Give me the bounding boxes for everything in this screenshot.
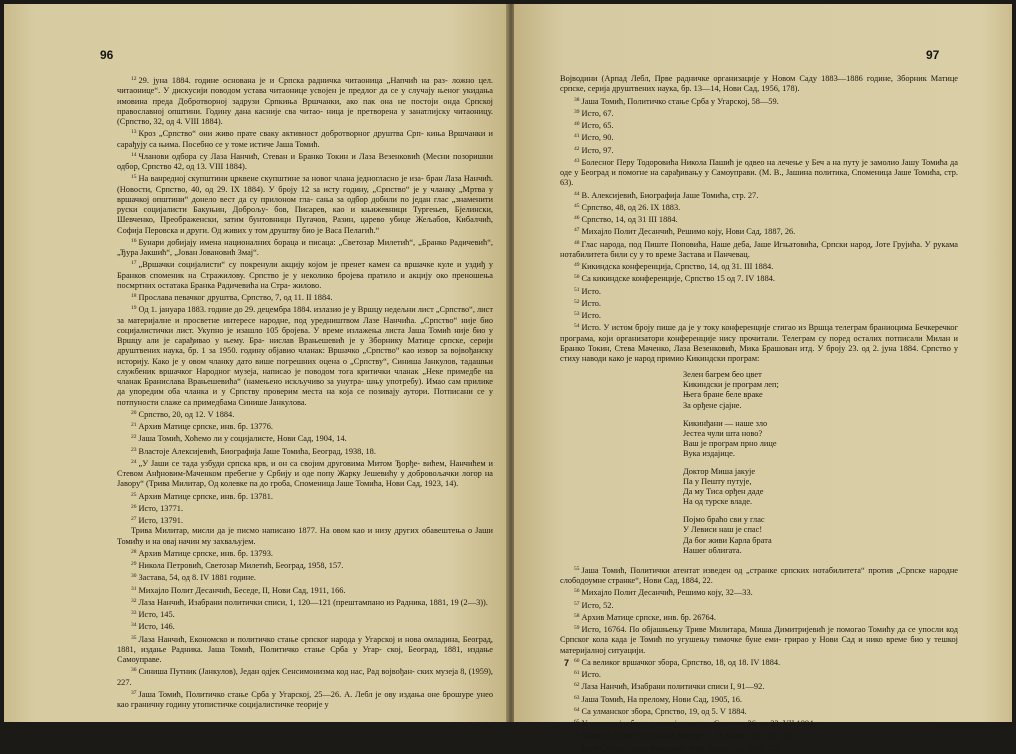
footnote-text: Исто.: [581, 311, 602, 320]
footnote-text: Лаза Нанчић, Изабрани политички списи I, 91—92.: [581, 682, 765, 692]
footnote: [560, 680, 958, 692]
footnote-text: Васа Стајић, Јован Јовановић-Змај, Нови Сад, 1933, 121.: [581, 743, 783, 753]
footnote-number: 27: [131, 516, 137, 522]
poem-stanza: [683, 370, 958, 410]
footnote-text: Српство, 20, од 12. V 1884.: [138, 409, 235, 419]
footnote-text: Исто, 67.: [581, 108, 614, 118]
footnote-number: 23: [131, 446, 137, 453]
footnote: [117, 502, 493, 514]
footnote-number: 47: [574, 227, 580, 234]
footnote: [117, 559, 493, 571]
poem-line: Зелен багрем бео цвет: [683, 370, 762, 380]
footnote: [560, 107, 958, 119]
footnote-text: Српство, 14, од 31 III 1884.: [581, 215, 678, 224]
footnote-number: 18: [131, 293, 137, 299]
footnote-text: Исто. У истом броју пише да је у току конференције стигао из Вршца телеграм браниоцима Бечкеречког програма, који организатори конференције нису прочитали. Телеграм су поред осталих потписали Милан и Бранко Токин, Стева Маченко, Лаза Везенковић, Мика Брашован итд. У броју 23. од 2. јуна 1884. Српство у стиху наводи како је народ примио Кикиндски програм:: [560, 323, 958, 363]
footnote: [117, 172, 493, 236]
footnote: [117, 150, 493, 173]
footnote: [117, 236, 493, 259]
footnote: [560, 705, 958, 717]
footnote-text: Од 1. јануара 1883. године до 29. децембра 1884. излазио је у Вршцу недељни лист „Српство“, лист за материјалне и просветне интересе народне, под уредништвом Лазе Нанчића. „Српство“ није био социјалистички лист. Укупно је изашло 105 бројева. У време излажења листа Јаша Томић није био у Вршцу али је сарађивао у њему. Бра- нислав Врањешевић је у Зборнику Матице српске, серији друштвених наука, бр. 1 за 1950. годину објавио чланак: Вршачко „Српство“ као извор за војвођанску историју. Како је у овом чланку дато више погрешних оцена о „Српству“, Синиша Јанкулов, тадашњи службеник вршачког Народног музеја, написао је поводом тога критички чланак „Неке примедбе на чланак Бранислава Врањешевића“ (намењено искључиво за унутра- шњу употребу). Имао сам прилике да упоредим оба чланка и у Српству проверим места на која се позивају аутори. Потписани се у потпуности слаже са примедбама Синише Јанкулова.: [117, 305, 493, 407]
footnote-text: Бунари добијају имена националних бораца и писаца: „Светозар Милетић“, „Бранко Радичевић“, „Ђура Јакшић“, „Јован Јовановић Змај“.: [117, 237, 493, 257]
footnote-text: Болесног Перу Тодоровића Никола Пашић је одвео на лечење у Беч а на путу је замолио Јашу Томића да оде у Београд и помогне на сарађивању у Самоуправи. (М. В., Јашина политика, Споменица Јаше Томића, стр. 63).: [560, 157, 958, 188]
footnote: [117, 620, 493, 632]
right-lead-paragraph: Војводини (Арпад Лебл, Прве радничке организације у Новом Саду 1883—1886 године, Зборник Матице српске, серија друштвених наука, бр. 13—14, Нови Сад, 1956, 178).: [560, 74, 958, 94]
footnote-number: 26: [131, 503, 137, 510]
footnote-text: Јаша Томић, На прелому, Нови Сад, 1905, 16.: [581, 694, 743, 704]
footnote: [117, 445, 493, 457]
footnote-text: Исто, 65.: [581, 121, 614, 130]
footnote-text: Јаша Томић, Политичко стање Срба у Угарској, 25—26. А. Лебл је ову издања оне брошуре унео као граничну годину утопистичке социјалистичке теорије у: [117, 689, 493, 709]
footnote-text: Архив Матице српске, инв. бр. 26764.: [581, 612, 716, 622]
footnote-text: На ванредној скупштини црквене скупштине за новог члана једногласно је иза- бран Лаза Нанчић. (Новости, Српство, 40, од 29. IX 1884). У броју 12 за исту годину, „Српство“ је у чланку „Мртва у вршачкој општини“ донело вест да су прилоном гла- сања за одбор добили по један глас „знаменити руски социјалисти Бакуњин, Доброљу- бов, Писарев, као и књижевници Тургењев, Бјелински, Шевченко, Преображенски, затим бунтовници Пугачов, Разин, царево убице Жељабов, Кибалчић, Софија Перовска и други. Од живих у том друштву био је Васа Пелагић.“: [117, 174, 493, 235]
footnote-text: Властоје Алексијевић, Биографија Јаше Томића, Београд, 1938, 18.: [138, 446, 376, 456]
footnote: [560, 238, 958, 261]
footnote-number: 25: [131, 491, 137, 498]
footnote-text: Михајло Полит Десанчић, Решимо којy, Нови Сад, 1887, 26.: [581, 227, 796, 237]
footnote-text: Јаша Томић, Политички атентат изведен од „странке српских нотабилитета“ против „Српске народне слободоумне странке“, Нови Сад, 1884, 22.: [560, 565, 958, 585]
footnote-text: Исто.: [581, 298, 602, 308]
footnote-number: 38: [574, 96, 580, 103]
footnote-text: „Вршачки социјалисти“ су покренули акцију којом је пренет камен са вршачке куле и уздиђ у Бранков споменик на Стражилову. Српство је у неколико бројева пратило и акцију око преношења посмртних остатака Бранка Радичевића на Стра- жилово.: [117, 260, 493, 290]
footnote-text: Јаша Томић, Хоћемо ли у социјалисте, Нови Сад, 1904, 14.: [138, 434, 347, 444]
footnote-number: 48: [574, 239, 580, 246]
footnote-text: Исто, 13791.: [138, 516, 184, 525]
footnote-text: Исто, 52.: [581, 600, 614, 610]
footnote-text: У вршачкој и белоцрквској тамници, Српство, 26, од 23. VII 1884.: [581, 719, 816, 728]
poem-line: У Левиси наш је спас!: [683, 525, 763, 535]
footnote-text: Чланови одбора су Лаза Нанчић, Стеван и Бранко Токин и Лаза Везенковић (Месни позоришни одбор, Српство 42, од 13. VIII 1884).: [117, 151, 493, 171]
footnote: [117, 688, 493, 711]
footnote: [560, 119, 958, 131]
poem-line: Њега бране беле враке: [683, 390, 763, 400]
footnote-number: 52: [574, 298, 580, 305]
footnote: [117, 291, 493, 303]
book-spread: [4, 4, 1012, 753]
right-page-text: [560, 74, 958, 754]
footnote: [117, 457, 493, 490]
footnote-text: Исто, 145.: [138, 610, 175, 619]
poem-line: Ваш је програм прно лице: [683, 438, 777, 448]
footnote-text: Исто, 16764. По објашњењу Триве Милитара, Миша Димитријевић је помогао Томићу да се упосли код Српског кола када је Томић по угушењу тимочке буне еми- грирао у Нови Сад и нико време био у тешкој материјалној ситуацији.: [560, 625, 958, 655]
footnote: [560, 586, 958, 598]
footnote-number: 62: [574, 682, 580, 689]
footnote-text: Исто, 90.: [581, 133, 614, 143]
poem-line: Доктор Миша јакује: [683, 467, 756, 476]
footnote-text: Лаза Нанчић, Економско и политичко стање српског народа у Угарској и нова омладина, Београд, 1881, издање Радника. Јаша Томић, Политичко стање Срба у Угар- ској, Београд, 1881, издање Самоуправе.: [117, 634, 493, 664]
footnote: [560, 309, 958, 321]
footnote-number: 66: [574, 731, 580, 738]
footnote: [560, 225, 958, 237]
left-page-text: [117, 74, 493, 710]
footnote-number: 31: [131, 585, 137, 592]
footnote: [560, 656, 958, 668]
footnote: [117, 408, 493, 420]
poem-line: За орђене сјајне.: [683, 400, 742, 410]
footnote: [117, 547, 493, 559]
footnote: [117, 584, 493, 596]
footnote-number: 59: [574, 625, 580, 631]
poem-line: Јестеа чули шта ново?: [683, 428, 763, 438]
footnote: [560, 272, 958, 284]
footnote: [560, 623, 958, 656]
footnote-number: 24: [131, 458, 137, 465]
footnote: [560, 611, 958, 623]
footnote-number: 46: [574, 215, 580, 221]
footnote-text: Са улманског збора, Српство, 19, од 5. V 1884.: [581, 706, 747, 716]
footnote-number: 43: [574, 157, 580, 164]
footnote-number: 65: [574, 719, 580, 725]
footnote-number: 57: [574, 600, 580, 607]
footnote-number: 64: [574, 706, 580, 713]
footnote: [117, 665, 493, 688]
footnote: [117, 514, 493, 526]
footnote: [560, 131, 958, 143]
footnote: [117, 127, 493, 150]
footnote-number: 29: [131, 561, 137, 567]
poem-stanza: [683, 419, 958, 459]
footnote-number: 32: [131, 597, 137, 604]
footnote: [560, 297, 958, 309]
signature-mark: 7: [564, 658, 570, 668]
footnote: [117, 303, 493, 408]
footnote-number: 14: [131, 151, 137, 158]
footnote-number: 36: [131, 667, 137, 674]
footnote-number: 55: [574, 565, 580, 572]
footnote-number: 39: [574, 108, 580, 115]
footnote: [560, 213, 958, 225]
footnote-number: 40: [574, 121, 580, 127]
footnote-text: Кикиндска конференција, Српство, 14, од 31. III 1884.: [581, 262, 774, 271]
footnote-number: 15: [131, 174, 137, 181]
footnote: [560, 95, 958, 107]
footnote-text: Јаша Томић, Политичко стање Срба у Угарској, 58—59.: [581, 96, 779, 106]
footnote-text: Српство, 48, од 26. IX 1883.: [581, 202, 681, 212]
footnote: [117, 571, 493, 583]
footnote-number: 33: [131, 610, 137, 616]
footnote-number: 17: [131, 260, 137, 267]
footnote: [560, 729, 958, 741]
footnote-text: Синиша Путник (Јанкулов), Један одјек Сенсимонизма код нас, Рад војвођан- ских музеја 8, (1959), 227.: [117, 667, 493, 687]
footnote: [560, 321, 958, 364]
poem-line: Да му Тиса орђен даде: [683, 487, 764, 497]
footnote-number: 63: [574, 694, 580, 701]
footnote: [117, 490, 493, 502]
footnote-text: Михајло Полит Десанчић, Решимо којy, 32—33.: [581, 588, 753, 598]
footnote: [560, 693, 958, 705]
footnote-text: Никола Петровић, Светозар Милетић, Београд, 1958, 157.: [138, 561, 344, 570]
left-page: [4, 4, 508, 722]
footnote: [117, 633, 493, 666]
footnote-number: 37: [131, 689, 137, 696]
footnote-text: Кроз „Српство“ они живо прате сваку активност добротворног друштва Срп- киња Вршчанки и сарађују са њима. Посебно се у томе истиче Јаша Томић.: [117, 129, 493, 149]
footnote-number: 13: [131, 129, 137, 136]
footnote-number: 28: [131, 548, 137, 555]
footnote-text: Лаза Нанчић, Изабрани политички списи, 1, 120—121 (прештампано из Радника, 1881, 19 (2—3)).: [138, 597, 488, 607]
footnote-number: 45: [574, 202, 580, 209]
footnote: [560, 742, 958, 754]
footnote-text: „У Јаши се тада узбуди српска крв, и он са својим друговима Митом Ђорђе- вићем, Нанчићем и Стевом Анђновим-Маченком пребегне у Србију и оде попу Жарку Јешевићу у добровољачки логор на Јавору“ (Трива Милитар, Од колевке па до гроба, Споменица Јаше Томића, Нови Сад, 1923, 14).: [117, 458, 493, 489]
right-page-number: 97: [926, 48, 940, 62]
footnote: [117, 608, 493, 620]
footnote: [560, 201, 958, 213]
footnote: [560, 260, 958, 272]
footnote-number: 60: [574, 657, 580, 664]
footnote-text: 29. јуна 1884. године основана је и Српска радничка читаоница „Напчић на раз- ложно цел. читаонице“. У дискусији поводом устава читаонице усвојен је предлог да се у случају њеног укидања имовина преда Добротворној задрузи Српкиња Вршчанки, ако пак она не постоји онда Српској православној општини. Годину дана касније сва читао- ница је претворена у занатлијску читаоницу. (Српство, 32, од 4. VIII 1884).: [117, 76, 493, 126]
footnote: [117, 420, 493, 432]
footnote: [117, 596, 493, 608]
footnote: [560, 156, 958, 189]
footnote-text: Исто.: [581, 286, 602, 296]
footnote-number: 61: [574, 670, 580, 676]
footnote-number: 58: [574, 612, 580, 619]
footnote-text: Архив Матице српске, инв. бр. 13776.: [138, 422, 273, 431]
footnote-text: Са великог вршачког збора, Српство, 18, од 18. IV 1884.: [581, 657, 781, 667]
footnote: [560, 189, 958, 201]
footnote-number: 54: [574, 323, 580, 330]
footnote: [560, 599, 958, 611]
poem-line: Појмо браћо сви у глас: [683, 515, 765, 525]
footnote: [117, 258, 493, 291]
poem-line: Па у Пешту путује,: [683, 477, 752, 487]
footnote-text: Прослава певачког друштва, Српство, 7, од 11. II 1884.: [138, 293, 333, 302]
footnote: [117, 432, 493, 444]
footnote-text: Исто, 13771.: [138, 503, 184, 513]
footnote-text: Застава, 54, од 8. IV 1881 године.: [138, 573, 256, 583]
poem-line: Да бог живи Карла брата: [683, 535, 772, 545]
poem-stanza: [683, 467, 958, 507]
footnote-text: Исто, 97.: [581, 145, 614, 155]
footnote-text: Архив Матице српске, инв. бр. 13781.: [138, 491, 273, 501]
footnote-text: Глас народа, под Пиште Поповића, Наше деба, Јаше Игњатовића, Српски народ, Јоте Грујића. У рукама нотабилитета били су у то време Застава и Панчевац.: [560, 239, 958, 259]
footnote-number: 44: [574, 190, 580, 197]
poem-line: Кикиндски је програм леп;: [683, 380, 779, 390]
footnote-number: 42: [574, 145, 580, 152]
footnote-text: Исто.: [581, 670, 602, 679]
footnote-number: 41: [574, 133, 580, 140]
footnote: [560, 144, 958, 156]
footnote-text: Михајло Полит-Десанчић, Беседе . . . II, Нови Сад, 1911, 29.: [581, 731, 796, 741]
footnote-number: 20: [131, 409, 137, 416]
footnote-text: Са кикиндске конференције, Српство 15 од 7. IV 1884.: [581, 274, 776, 284]
footnote: [117, 74, 493, 127]
footnote-number: 56: [574, 588, 580, 595]
footnote: [560, 668, 958, 680]
footnote-number: 67: [574, 743, 580, 750]
footnote-number: 19: [131, 305, 137, 312]
footnote-text: В. Алексијевић, Биографија Јаше Томића, стр. 27.: [581, 190, 759, 200]
footnote-text: Михајло Полит Десанчић, Беседе, II, Нови Сад, 1911, 166.: [138, 585, 346, 595]
footnote-number: 50: [574, 274, 580, 281]
poem-line: Нашег облигата.: [683, 545, 742, 555]
footnote-number: 22: [131, 434, 137, 441]
poem: [683, 370, 958, 556]
poem-stanza: [683, 515, 958, 555]
poem-line: На од турске владе.: [683, 497, 753, 507]
footnote-text: Исто, 146.: [138, 622, 175, 632]
poem-line: Кикинђани — наше зло: [683, 418, 768, 428]
footnote-number: 12: [131, 76, 137, 82]
footnote-number: 53: [574, 311, 580, 317]
footnote: [560, 564, 958, 587]
footnote-number: 16: [131, 237, 137, 244]
right-page: [514, 4, 1012, 753]
footnote-number: 21: [131, 422, 137, 428]
footnote: [560, 285, 958, 297]
footnote-number: 34: [131, 622, 137, 629]
left-page-number: 96: [100, 48, 114, 62]
poem-line: Вука издајице.: [683, 448, 735, 458]
footnote-text: Архив Матице српске, инв. бр. 13793.: [138, 548, 273, 558]
footnote-number: 51: [574, 286, 580, 293]
footnote: [560, 717, 958, 729]
left-paragraph: Трива Милитар, мисли да је писмо написано 1877. На овом као и низу других обавештења о Јаши Томићу и на овај начин му захваљујем.: [117, 526, 493, 546]
footnote-number: 49: [574, 262, 580, 268]
footnote-number: 30: [131, 573, 137, 580]
footnote-number: 35: [131, 634, 137, 641]
